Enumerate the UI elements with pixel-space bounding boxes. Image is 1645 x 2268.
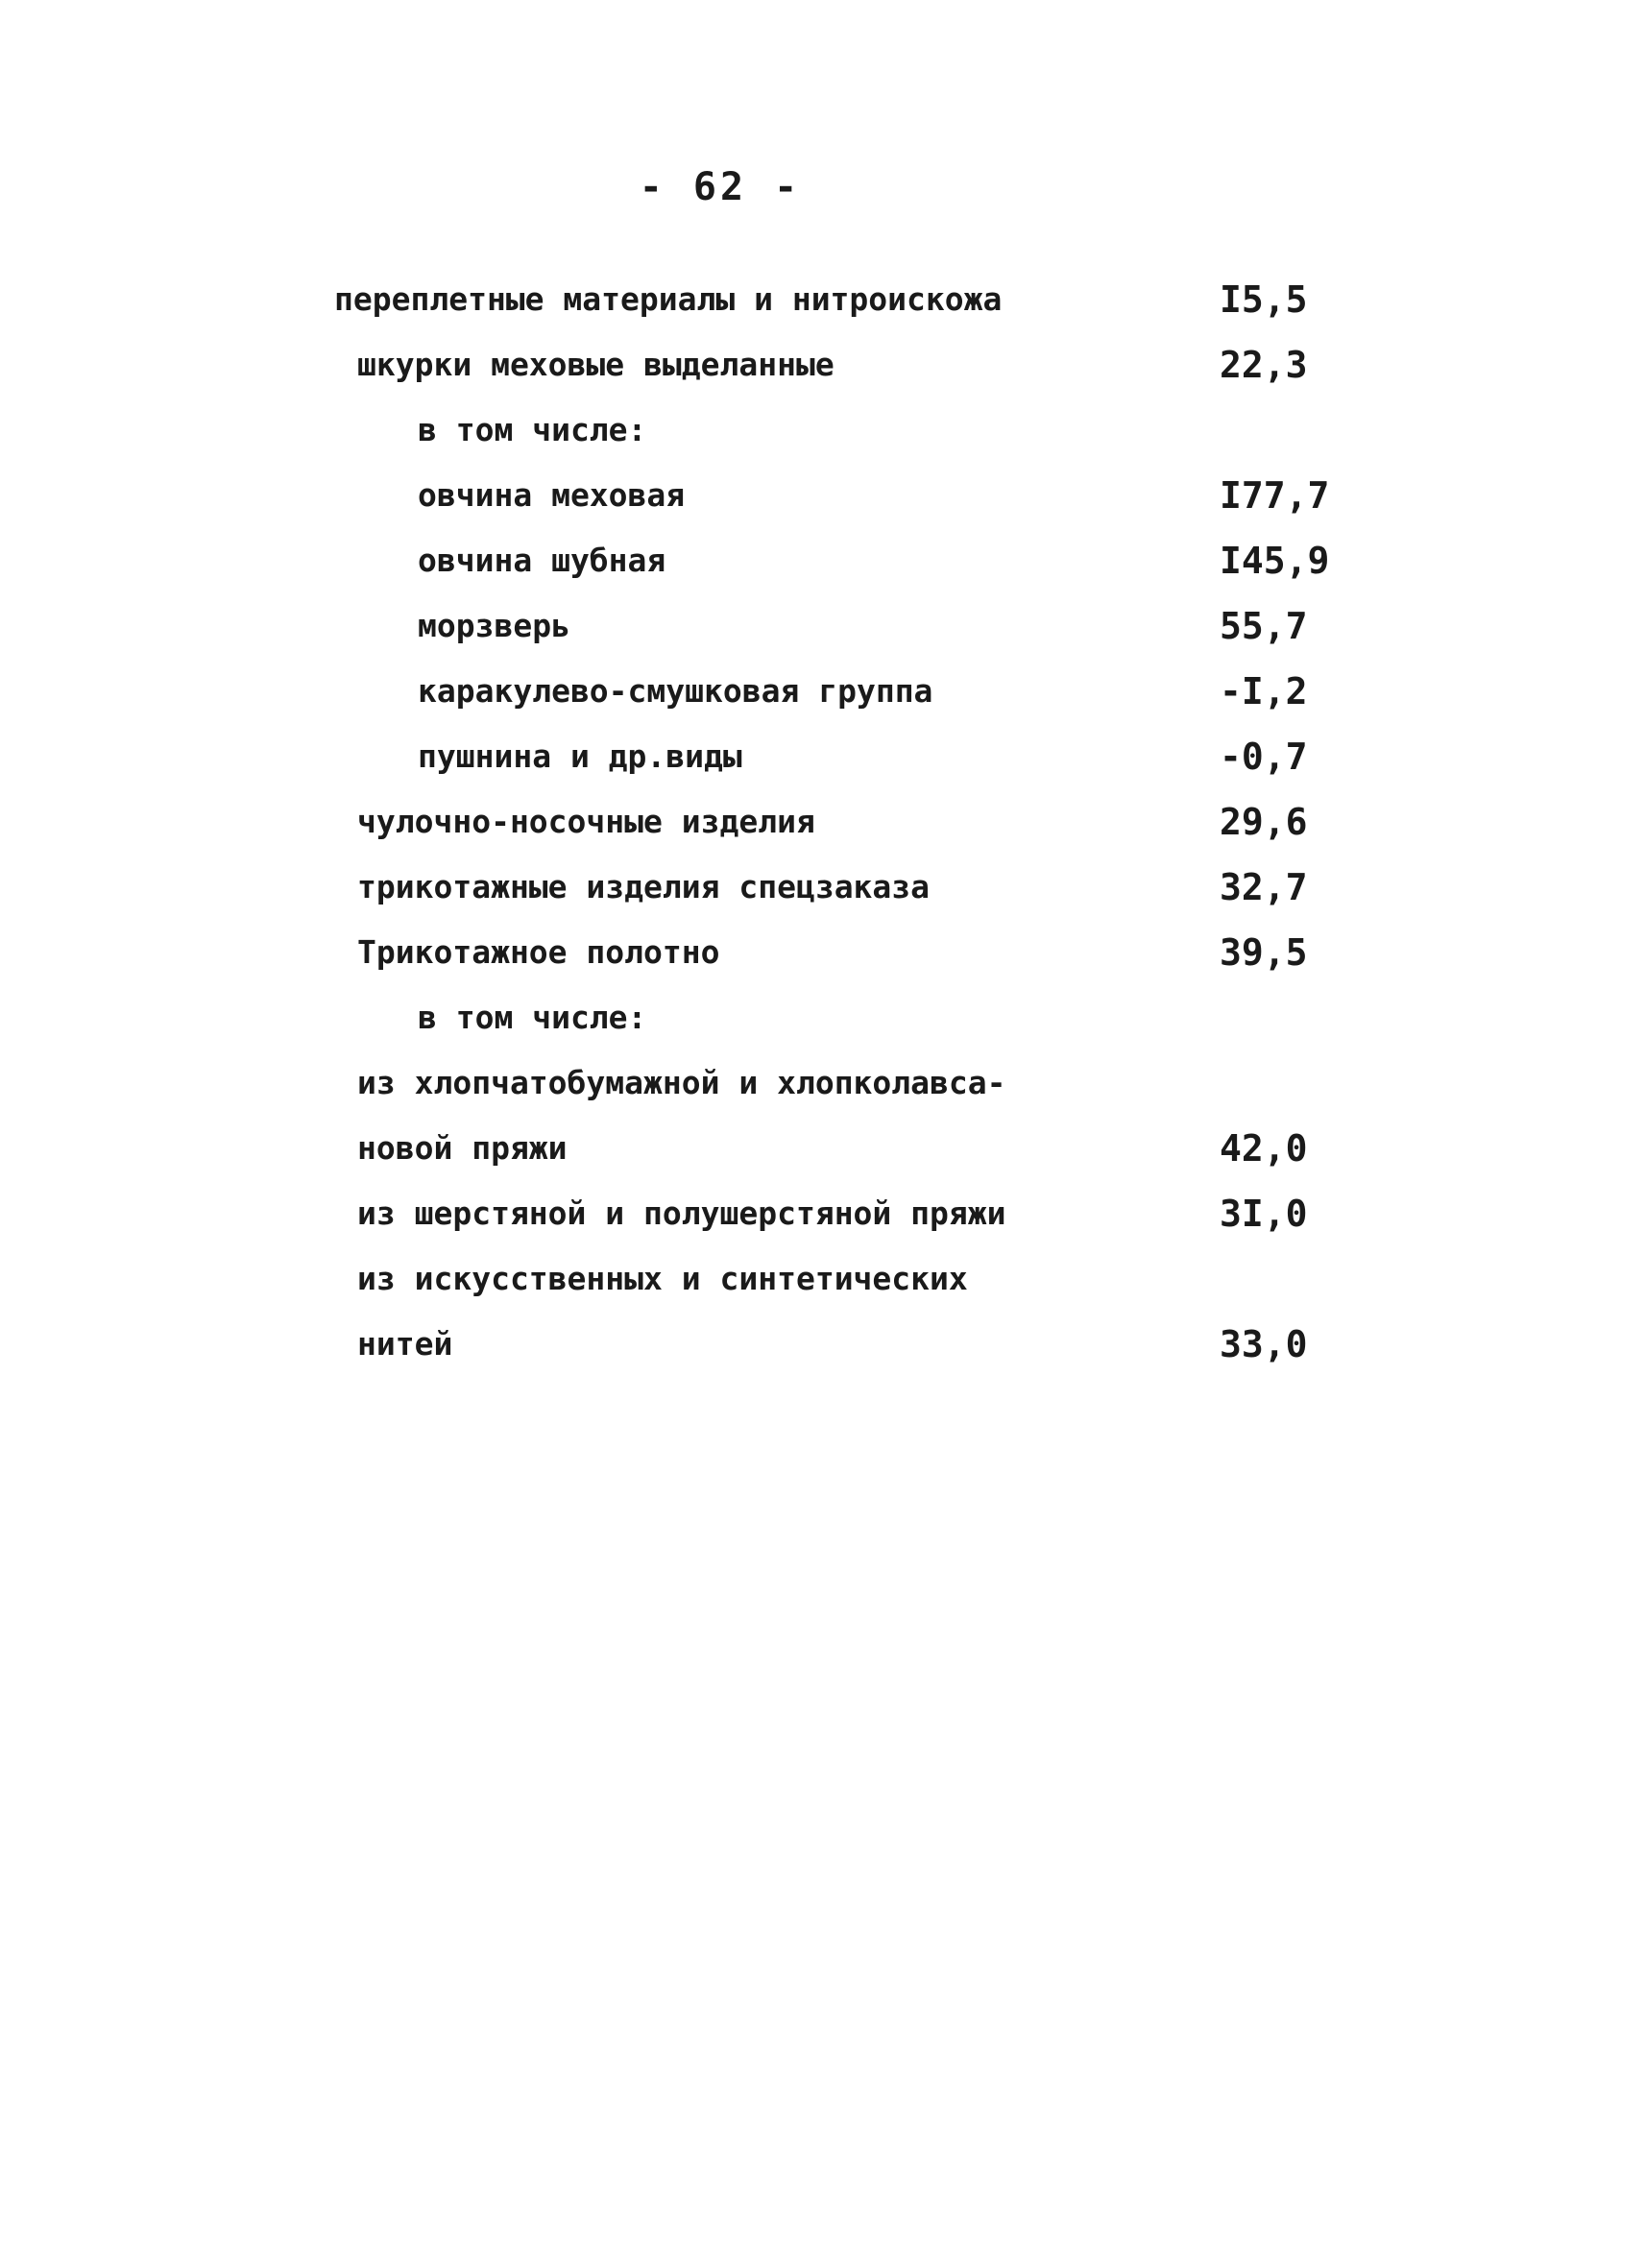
table-row: [0, 985, 1645, 1050]
row-label: из хлопчатобумажной и хлопколавса-: [357, 1064, 1006, 1101]
table-row: [0, 1116, 1645, 1181]
row-value: 32,7: [1220, 866, 1308, 908]
row-label: нитей: [357, 1325, 453, 1363]
row-value: 42,0: [1220, 1127, 1308, 1170]
row-label: Трикотажное полотно: [357, 933, 720, 971]
row-value: -0,7: [1220, 736, 1308, 778]
row-value: -I,2: [1220, 670, 1308, 712]
table-row: [0, 1050, 1645, 1116]
row-label: пушнина и др.виды: [418, 737, 742, 775]
row-label: новой пряжи: [357, 1129, 568, 1167]
row-value: I45,9: [1220, 540, 1330, 582]
row-value: 29,6: [1220, 801, 1308, 843]
table-row: [0, 593, 1645, 659]
table-row: [0, 463, 1645, 528]
row-label: переплетные материалы и нитроискожа: [334, 280, 1003, 318]
row-label: морзверь: [418, 607, 570, 644]
row-value: 3I,0: [1220, 1193, 1308, 1235]
table-row: [0, 724, 1645, 789]
row-label: чулочно-носочные изделия: [357, 803, 815, 840]
row-label: из искусственных и синтетических: [357, 1260, 968, 1297]
table-row: [0, 789, 1645, 855]
table-row: [0, 267, 1645, 332]
table-row: [0, 398, 1645, 463]
row-value: I5,5: [1220, 278, 1308, 321]
row-value: 33,0: [1220, 1323, 1308, 1365]
table-row: [0, 920, 1645, 985]
table-row: [0, 1312, 1645, 1377]
row-label: шкурки меховые выделанные: [357, 346, 835, 383]
table-row: [0, 528, 1645, 593]
table-row: [0, 332, 1645, 398]
row-label: из шерстяной и полушерстяной пряжи: [357, 1194, 1006, 1232]
page-number: - 62 -: [639, 165, 802, 209]
row-label: трикотажные изделия спецзаказа: [357, 868, 931, 905]
row-label: каракулево-смушковая группа: [418, 672, 933, 710]
row-label: овчина шубная: [418, 542, 666, 579]
table-row: [0, 855, 1645, 920]
row-value: 55,7: [1220, 605, 1308, 647]
row-value: 39,5: [1220, 931, 1308, 974]
table-row: [0, 1246, 1645, 1312]
row-value: 22,3: [1220, 344, 1308, 386]
row-label: в том числе:: [418, 411, 647, 448]
table-row: [0, 659, 1645, 724]
row-label: овчина меховая: [418, 476, 686, 514]
row-label: в том числе:: [418, 999, 647, 1036]
table-row: [0, 1181, 1645, 1246]
row-value: I77,7: [1220, 474, 1330, 517]
table-body: [0, 267, 1645, 1377]
